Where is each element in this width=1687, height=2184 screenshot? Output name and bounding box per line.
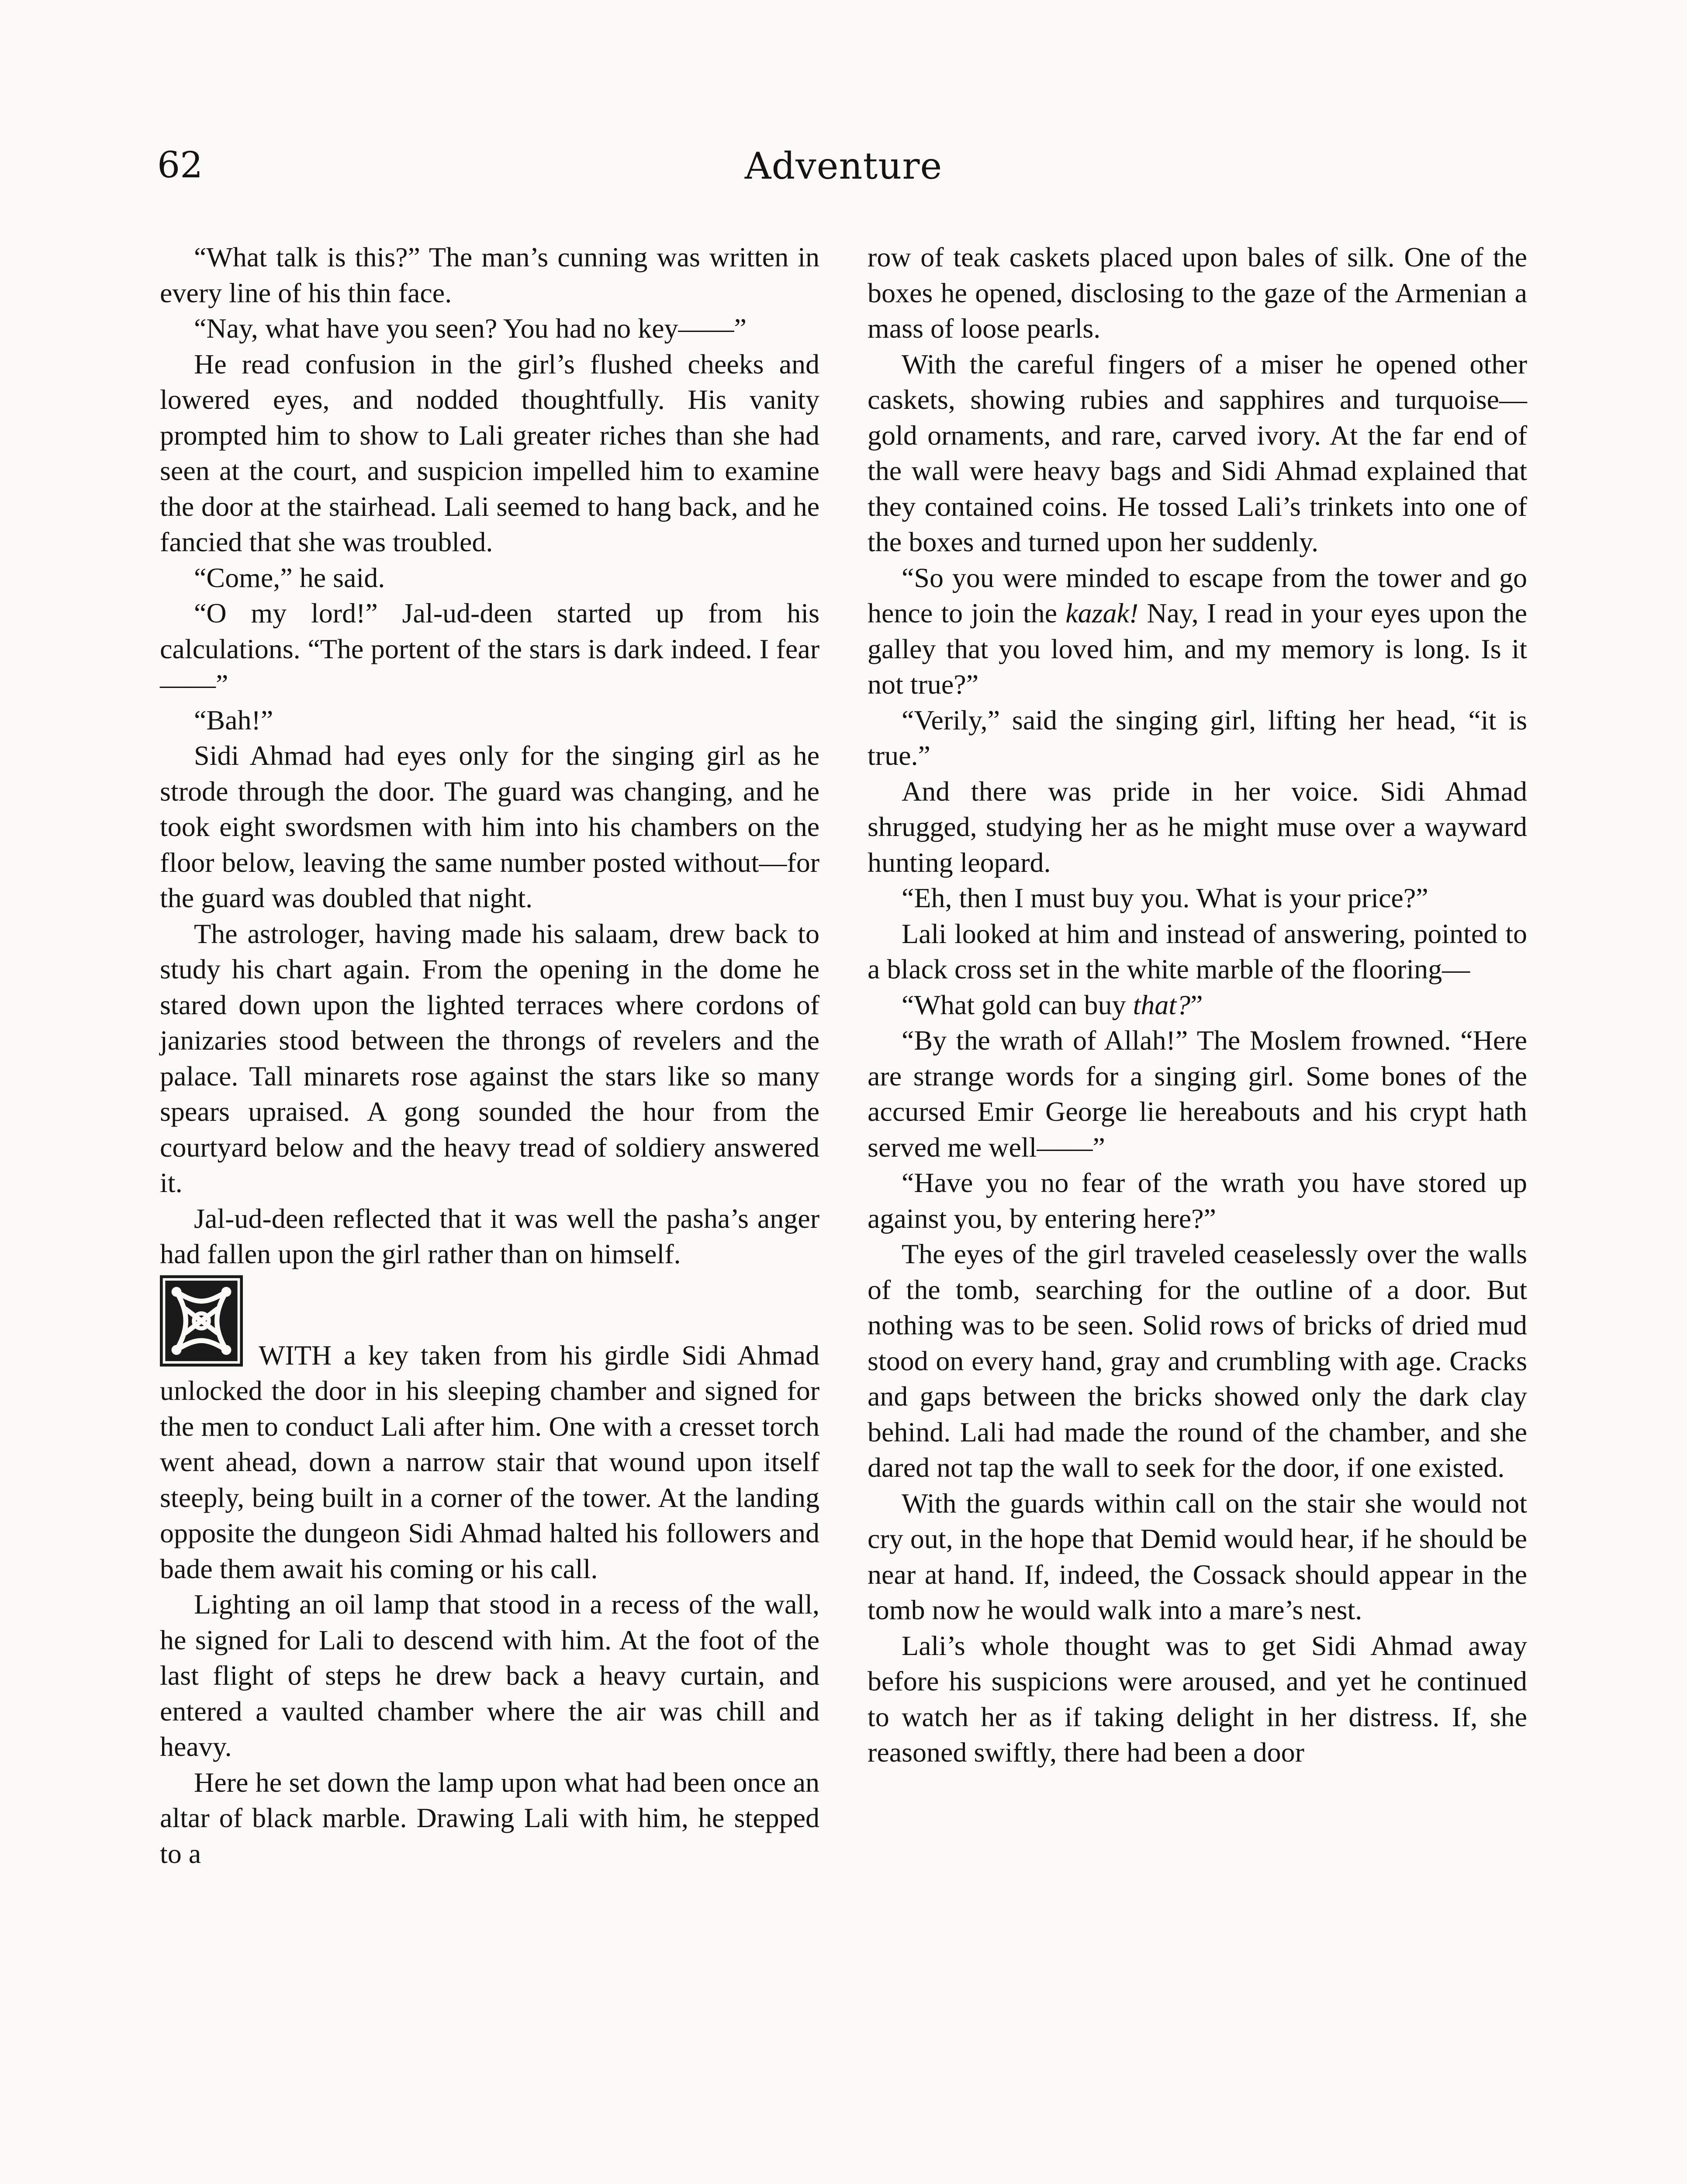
text-run: Nay, I read in your eyes upon the galley that you loved him, and my memory is long. Is it not true?” xyxy=(868,598,1527,700)
paragraph: Lighting an oil lamp that stood in a recess of the wall, he signed for Lali to descend with him. At the foot of the last flight of steps he drew back a heavy curtain, and entered a vaulted chamber where the air was chill and heavy. xyxy=(160,1589,819,1762)
paragraph xyxy=(868,987,1527,1023)
paragraph: Sidi Ahmad had eyes only for the singing girl as he strode through the door. The guard was changing, and he took eight swordsmen with him into his chambers on the floor below, leaving the same number posted without—for the guard was doubled that night. xyxy=(160,740,819,913)
paragraph: “Verily,” said the singing girl, lifting her head, “it is true.” xyxy=(868,704,1527,771)
paragraph: He read confusion in the girl’s flushed cheeks and lowered eyes, and nodded thoughtfully. His vanity prompted him to show to Lali greater riches than she had seen at the court, and suspicion impelled him to examine the door at the stairhead. Lali seemed to hang back, and he fancied that she was troubled. xyxy=(160,348,819,557)
paragraph: The astrologer, having made his salaam, drew back to study his chart again. From the opening in the dome he stared down upon the lighted terraces where cordons of janizaries stood between the throngs of revelers and the palace. Tall minarets rose against the stars like so many spears upraised. A gong sounded the hour from the courtyard below and the heavy tread of soldiery answered it. xyxy=(160,918,819,1198)
paragraph: WITH a key taken from his girdle Sidi Ahmad unlocked the door in his sleeping chamber and signed for the men to conduct Lali after him. One with a cresset torch went ahead, down a narrow stair that wound upon itself steeply, being built in a corner of the tower. At the landing opposite the dungeon Sidi Ahmad halted his followers and bade them await his coming or his call. xyxy=(160,1339,819,1584)
paragraph: The eyes of the girl traveled ceaselessly over the walls of the tomb, searching for the outline of a door. But nothing was to be seen. Solid rows of bricks of dried mud stood on every hand, gray and crumbling with age. Cracks and gaps between the bricks showed only the dark clay behind. Lali had made the round of the chamber, and she dared not tap the wall to seek for the door, if one existed. xyxy=(868,1238,1527,1483)
paragraph: “Eh, then I must buy you. What is your price?” xyxy=(902,882,1428,913)
paragraph: And there was pride in her voice. Sidi Ahmad shrugged, studying her as he might muse over a wayward hunting leopard. xyxy=(868,775,1527,878)
paragraph: Jal-ud-deen reflected that it was well the pasha’s anger had fallen upon the girl rather than on himself. xyxy=(160,1203,819,1269)
paragraph: Lali’s whole thought was to get Sidi Ahmad away before his suspicions were aroused, and yet he continued to watch her as if taking delight in her distress. If, she reasoned swiftly, there had been a door xyxy=(868,1630,1527,1768)
paragraph: With the guards within call on the stair she would not cry out, in the hope that Demid would hear, if he should be near at hand. If, indeed, the Cossack should appear in the tomb now he would walk into a mare’s nest. xyxy=(868,1487,1527,1625)
paragraph xyxy=(868,560,1527,702)
italic-text: kazak! xyxy=(1065,598,1139,629)
paragraph: “Come,” he said. xyxy=(194,562,385,593)
running-head: Adventure xyxy=(744,145,943,187)
page-number: 62 xyxy=(157,145,203,186)
paragraph: “Have you no fear of the wrath you have stored up against you, by entering here?” xyxy=(868,1167,1527,1234)
right-column xyxy=(868,239,1527,1770)
text-run: “What gold can buy xyxy=(902,989,1133,1020)
paragraph: “Bah!” xyxy=(194,704,273,736)
text-run: “So you were minded to escape from the tower and go hence to join the xyxy=(868,562,1527,629)
left-column xyxy=(160,239,819,1871)
paragraph: “Nay, what have you seen? You had no key——” xyxy=(194,313,747,344)
celtic-knot-ornament-icon xyxy=(160,1275,243,1367)
paragraph: “By the wrath of Allah!” The Moslem frowned. “Here are strange words for a singing girl. Some bones of the accursed Emir George lie hereabouts and his crypt hath served me well——” xyxy=(868,1025,1527,1163)
italic-text: that? xyxy=(1133,989,1191,1020)
text-run: ” xyxy=(1190,989,1203,1020)
paragraph: With the careful fingers of a miser he opened other caskets, showing rubies and sapphires and turquoise—gold ornaments, and rare, carved ivory. At the far end of the wall were heavy bags and Sidi Ahmad explained that they contained coins. He tossed Lali’s trinkets into one of the boxes and turned upon her suddenly. xyxy=(868,348,1527,557)
paragraph: Here he set down the lamp upon what had been once an altar of black marble. Drawing Lali with him, he stepped to a xyxy=(160,1766,819,1869)
paragraph: “O my lord!” Jal-ud-deen started up from his calculations. “The portent of the stars is dark indeed. I fear——” xyxy=(160,598,819,700)
paragraph: “What talk is this?” The man’s cunning was written in every line of his thin face. xyxy=(160,242,819,308)
paragraph: row of teak caskets placed upon bales of silk. One of the boxes he opened, disclosing to the gaze of the Armenian a mass of loose pearls. xyxy=(868,242,1527,344)
paragraph: Lali looked at him and instead of answering, pointed to a black cross set in the white marble of the flooring— xyxy=(868,918,1527,985)
